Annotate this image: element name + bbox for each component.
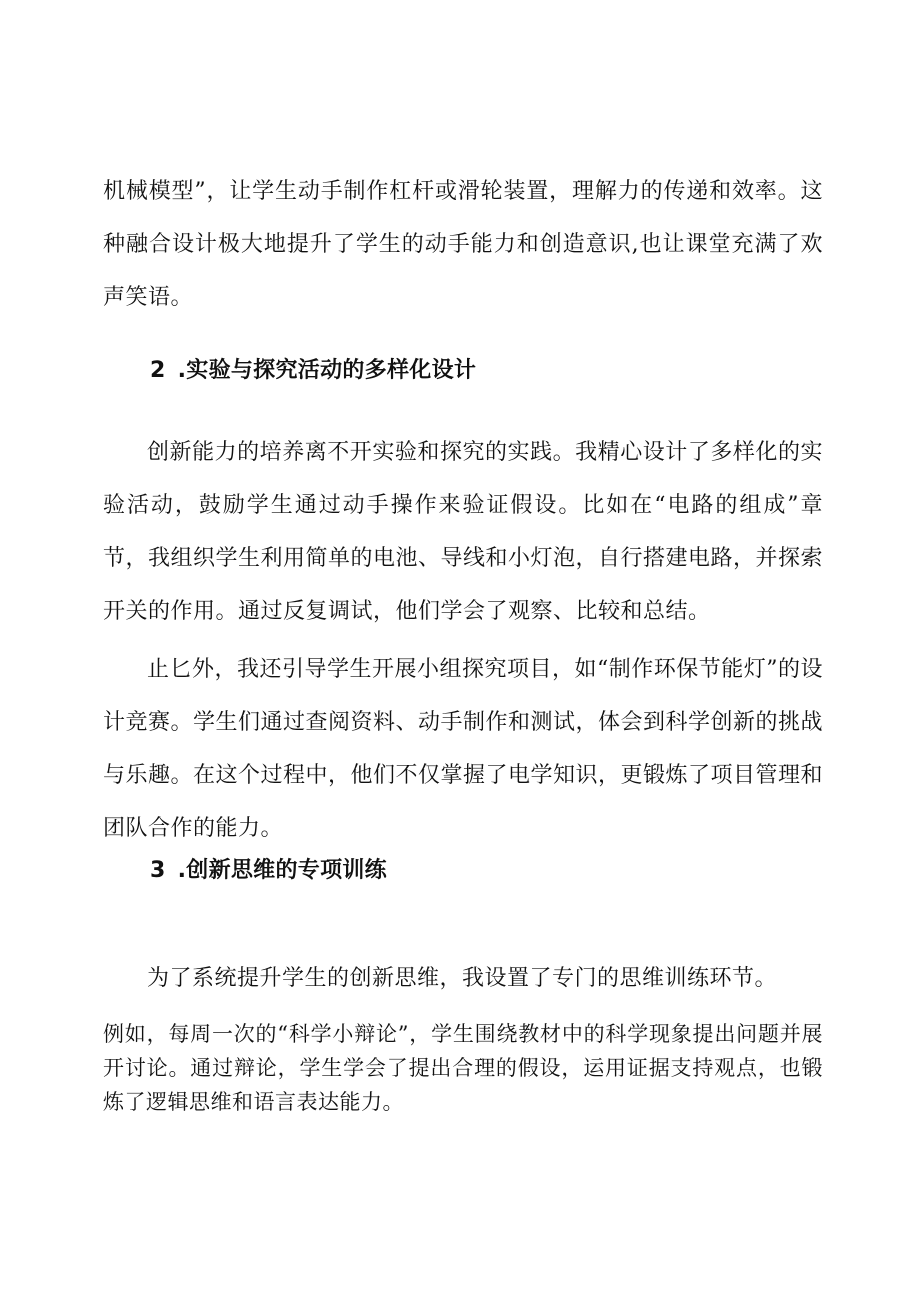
paragraph-thinking-training: 为了系统提升学生的创新思维，我设置了专门的思维训练环节。 <box>147 966 778 991</box>
section-heading-3 <box>150 856 387 886</box>
paragraph-group-projects: 止匕外，我还引导学生开展小组探究项目，如“制作环保节能灯”的设计竞赛。学生们通过查阅资料、动手制作和测试，体会到科学创新的挑战与乐趣。在这个过程中，他们不仅掌握了电学知识，更锻炼了项目管理和团队合作的能力。 <box>103 657 824 841</box>
section-title: .实验与探究活动的多样化设计 <box>177 358 477 383</box>
paragraph-experiments: 创新能力的培养离不开实验和探究的实践。我精心设计了多样化的实验活动，鼓励学生通过动手操作来验证假设。比如在“电路的组成”章节，我组织学生利用简单的电池、导线和小灯泡，自行搭建电路，并探索开关的作用。通过反复调试，他们学会了观察、比较和总结。 <box>103 440 824 624</box>
paragraph-intro-continued: 机械模型”，让学生动手制作杠杆或滑轮装置，理解力的传递和效率。这种融合设计极大地提升了学生的动手能力和创造意识,也让课堂充满了欢声笑语。 <box>103 179 823 310</box>
section-number: 3 <box>150 858 166 883</box>
section-heading-2 <box>150 356 476 386</box>
paragraph-debate-example: 例如，每周一次的“科学小辩论”，学生围绕教材中的科学现象提出问题并展开讨论。通过辩论，学生学会了提出合理的假设，运用证据支持观点，也锻炼了逻辑思维和语言表达能力。 <box>103 1022 823 1114</box>
section-title: .创新思维的专项训练 <box>177 858 387 883</box>
section-number: 2 <box>150 358 166 383</box>
